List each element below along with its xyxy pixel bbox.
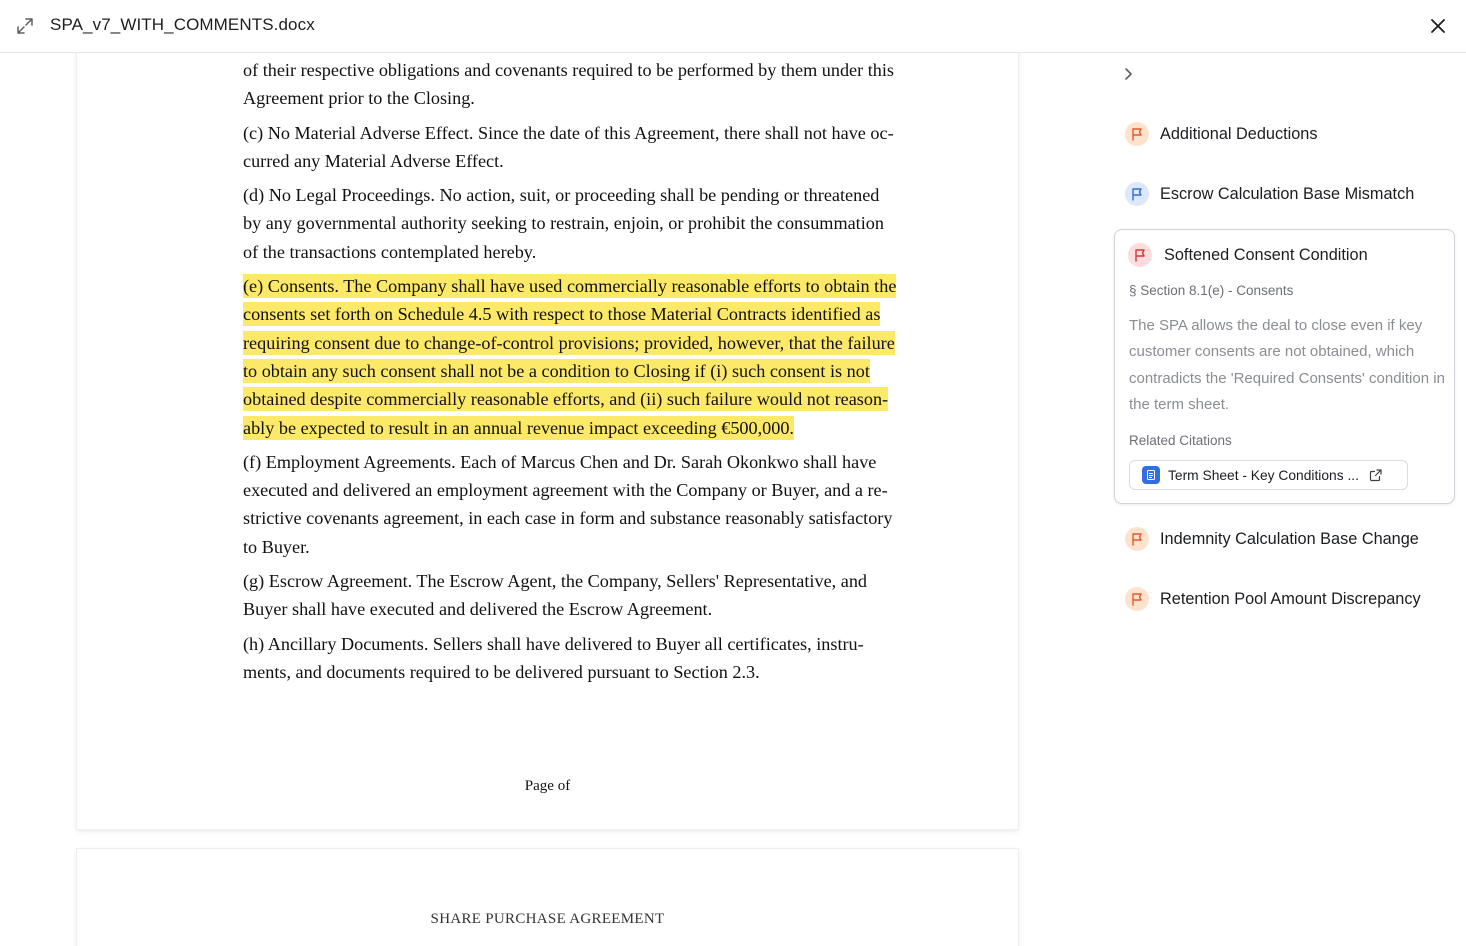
- issue-retention-pool-amount-discrepancy[interactable]: Retention Pool Amount Discrepancy: [1125, 584, 1421, 614]
- paragraph-e-consents-highlighted[interactable]: (e) Consents. The Company shall have used commercially reasonable efforts to obtain the consents set forth on Schedule 4.5 with respect to those Material Contracts identified as requiring consent due to change-of-control provisions; provided, however, that the failure to obtain any such consent shall not be a condition to Closing if (i) such consent is not obtained despite commercially reasonable efforts, and (ii) such failure would not reason- ably be expected to result in an annual revenue impact exceeding €500,000.: [243, 276, 897, 438]
- comments-sidebar: [1095, 53, 1466, 946]
- document-header: [0, 0, 1466, 53]
- issue-indemnity-calculation-base-change[interactable]: Indemnity Calculation Base Change: [1125, 524, 1419, 554]
- paragraph-f-employment: (f) Employment Agreements. Each of Marcus Chen and Dr. Sarah Okonkwo shall have executed and delivered an employment agreement with the Company or Buyer, and a re- strictive covenants agreement, in each case in form and substance reasonably satisfactory to Buyer.: [243, 451, 893, 557]
- external-link-icon[interactable]: [1369, 468, 1383, 482]
- related-citations-label: Related Citations: [1129, 433, 1232, 448]
- flag-icon: [1125, 182, 1149, 206]
- document-page-next: [77, 849, 1018, 946]
- paragraph-h-ancillary: (h) Ancillary Documents. Sellers shall have delivered to Buyer all certificates, instru- ments, and documents required to be delivered pursuant to Section 2.3.: [243, 633, 864, 682]
- paragraph-g-escrow: (g) Escrow Agreement. The Escrow Agent, the Company, Sellers' Representative, and Buyer shall have executed and delivered the Escrow Agreement.: [243, 571, 868, 620]
- close-icon[interactable]: [1427, 15, 1449, 37]
- expand-icon[interactable]: [15, 16, 35, 36]
- document-viewer[interactable]: [0, 53, 1095, 946]
- section-reference: § Section 8.1(e) - Consents: [1129, 283, 1294, 298]
- chevron-right-icon[interactable]: [1121, 65, 1137, 83]
- paragraph-b-continued: of their respective obligations and covenants required to be performed by them under this Agreement prior to the Closing.: [243, 60, 895, 109]
- next-page-title: SHARE PURCHASE AGREEMENT: [430, 911, 665, 927]
- document-icon: [1142, 466, 1160, 484]
- flag-icon: [1128, 243, 1152, 267]
- card-header: [1128, 243, 1368, 267]
- document-title: SPA_v7_WITH_COMMENTS.docx: [50, 15, 315, 34]
- flag-icon: [1125, 122, 1149, 146]
- issue-description: The SPA allows the deal to close even if key customer consents are not obtained, which contradicts the 'Required Consents' condition in the term sheet.: [1129, 317, 1445, 413]
- page-number: Page of: [524, 778, 571, 794]
- paragraph-c-no-mae: (c) No Material Adverse Effect. Since the date of this Agreement, there shall not have oc- curred any Material Adverse Effect.: [243, 122, 894, 171]
- flag-icon: [1125, 587, 1149, 611]
- page-body: [243, 56, 915, 692]
- flag-icon: [1125, 527, 1149, 551]
- document-page: [77, 53, 1018, 829]
- paragraph-d-legal-proceedings: (d) No Legal Proceedings. No action, suit, or proceeding shall be pending or threatened by any governmental authority seeking to restrain, enjoin, or prohibit the consummation of the transactions contemplated hereby.: [243, 185, 884, 262]
- citation-link-term-sheet[interactable]: Term Sheet - Key Conditions ...: [1129, 460, 1408, 490]
- issue-escrow-calculation-base-mismatch[interactable]: Escrow Calculation Base Mismatch: [1125, 179, 1414, 209]
- card-title: Softened Consent Condition: [1164, 245, 1368, 264]
- issue-card-softened-consent-condition[interactable]: [1114, 229, 1455, 504]
- issue-additional-deductions[interactable]: Additional Deductions: [1125, 119, 1318, 149]
